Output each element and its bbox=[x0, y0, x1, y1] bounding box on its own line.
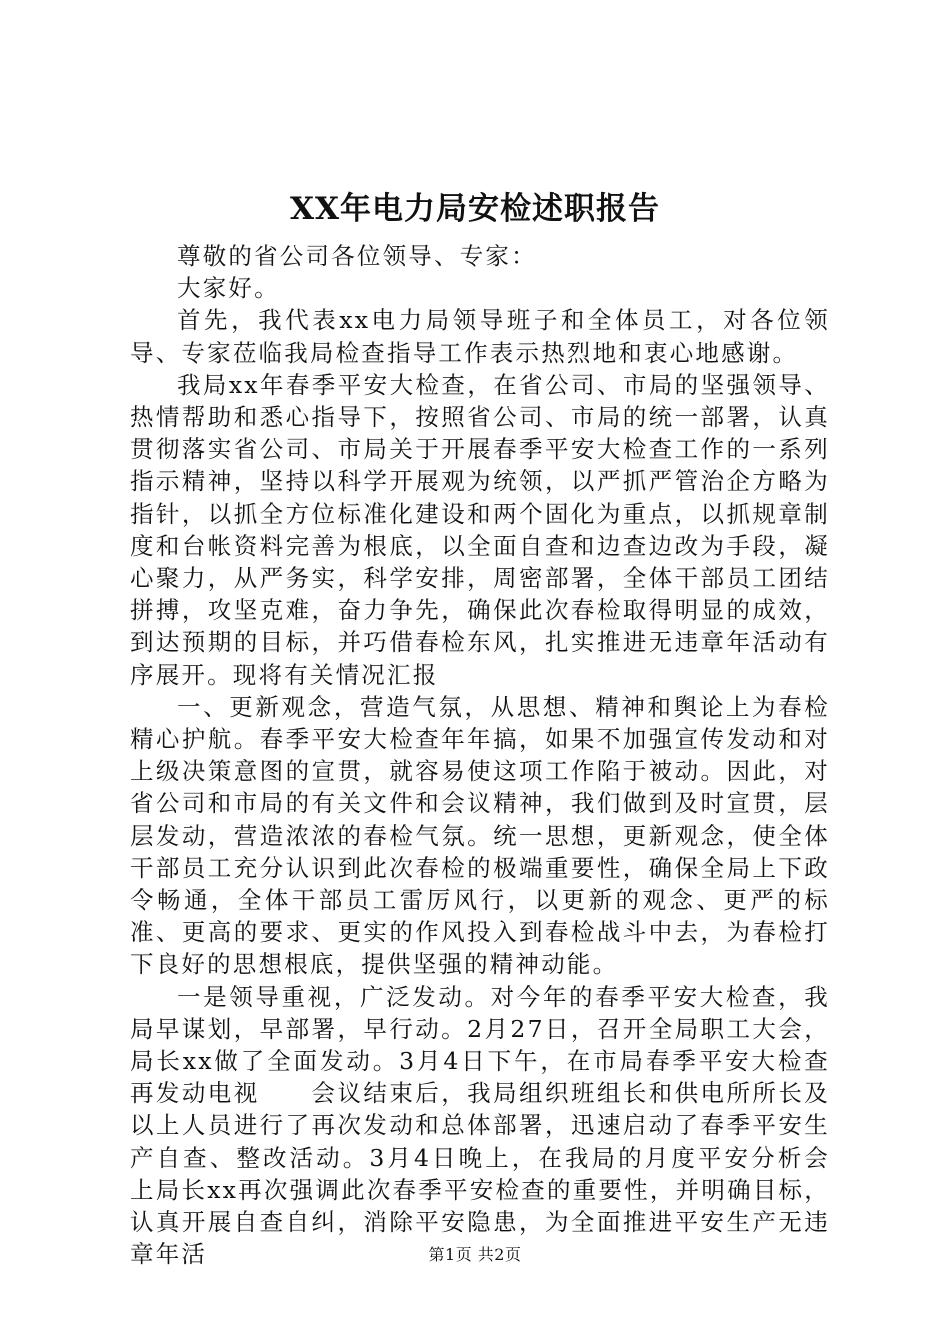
page-number-footer: 第1页 共2页 bbox=[428, 1245, 522, 1264]
paragraph-section-one: 一、更新观念，营造气氛，从思想、精神和舆论上为春检精心护航。春季平安大检查年年搞，如果不加强宣传发动和对上级决策意图的宣贯，就容易使这项工作陷于被动。因此，对省公司和市局的有关文件和会议精神，我们做到及时宣贯，层层发动，营造浓浓的春检气氛。统一思想，更新观念，使全体干部员工充分认识到此次春检的极端重要性，确保全局上下政令畅通，全体干部员工雷厉风行，以更新的观念、更严的标准、更高的要求、更实的作风投入到春检战斗中去，为春检打下良好的思想根底，提供坚强的精神动能。 bbox=[130, 692, 830, 979]
paragraph-overview: 我局xx年春季平安大检查，在省公司、市局的坚强领导、热情帮助和悉心指导下，按照省公司、市局的统一部署，认真贯彻落实省公司、市局关于开展春季平安大检查工作的一系列指示精神，坚持以科学开展观为统领，以严抓严管治企方略为指针，以抓全方位标准化建设和两个固化为重点，以抓规章制度和台帐资料完善为根底，以全面自查和边查边改为手段，凝心聚力，从严务实，科学安排，周密部署，全体干部员工团结拼搏，攻坚克难，奋力争先，确保此次春检取得明显的成效，到达预期的目标，并巧借春检东风，扎实推进无违章年活动有序展开。现将有关情况汇报 bbox=[130, 370, 830, 689]
salutation: 尊敬的省公司各位领导、专家： bbox=[177, 242, 537, 270]
document-body bbox=[130, 240, 830, 1271]
greeting: 大家好。 bbox=[177, 274, 280, 303]
paragraph-point-one: 一是领导重视，广泛发动。对今年的春季平安大检查，我局早谋划，早部署，早行动。2月27日，召开全局职工大会，局长xx做了全面发动。3月4日下午，在市局春季平安大检查再发动电视 会议结束后，我局组织班组长和供电所所长及以上人员进行了再次发动和总体部署，迅速启动了春季平安生产自查、整改活动。3月4日晚上，在我局的月度平安分析会上局长xx再次强调此次春季平安检查的重要性，并明确目标，认真开展自查自纠，消除平安隐患，为全面推进平安生产无违章年活 bbox=[130, 982, 830, 1269]
document-title: XX年电力局安检述职报告 bbox=[289, 191, 661, 227]
paragraph-thanks: 首先，我代表xx电力局领导班子和全体员工，对各位领导、专家莅临我局检查指导工作表示热烈地和衷心地感谢。 bbox=[130, 306, 830, 367]
